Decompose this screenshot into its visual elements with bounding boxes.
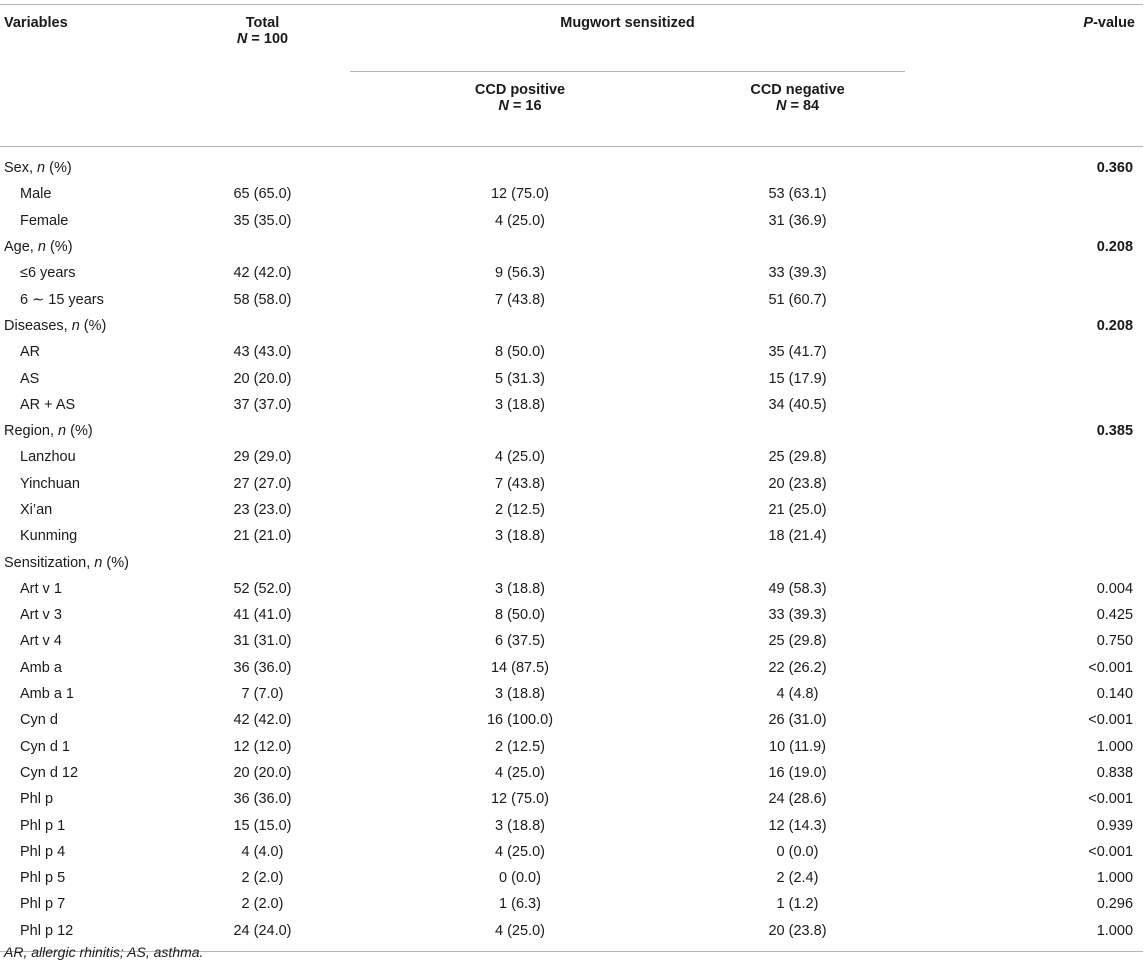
header-total xyxy=(175,5,350,147)
table-row xyxy=(0,365,1143,391)
table-row xyxy=(0,786,1143,812)
header-total-label: Total xyxy=(245,15,280,31)
ccd-positive-cell: 3 (18.8) xyxy=(495,396,545,413)
row-label: Male xyxy=(20,186,52,203)
ccd-positive-cell xyxy=(350,418,690,444)
category-label: Sex, n (%) xyxy=(4,160,72,177)
table-row xyxy=(0,181,1143,207)
ccd-positive-cell: 3 (18.8) xyxy=(495,817,545,834)
ccd-negative-cell xyxy=(690,147,905,182)
total-cell: 24 (24.0) xyxy=(233,922,292,939)
row-label: AR + AS xyxy=(20,396,76,413)
total-cell: 58 (58.0) xyxy=(233,291,292,308)
total-cell: 42 (42.0) xyxy=(233,265,292,282)
ccd-positive-cell xyxy=(350,234,690,260)
ccd-positive-cell: 6 (37.5) xyxy=(495,633,545,650)
pvalue-cell: <0.001 xyxy=(1088,659,1134,676)
pvalue-cell: 0.208 xyxy=(1096,239,1134,256)
ccd-positive-cell: 3 (18.8) xyxy=(495,528,545,545)
ccd-negative-cell: 25 (29.8) xyxy=(768,633,827,650)
total-cell: 15 (15.0) xyxy=(233,817,292,834)
row-label: Cyn d xyxy=(20,712,58,729)
header-ccd-positive xyxy=(350,72,690,147)
table-row xyxy=(0,681,1143,707)
row-label: AR xyxy=(20,344,41,361)
pvalue-cell: 0.939 xyxy=(1096,817,1134,834)
ccd-negative-cell: 53 (63.1) xyxy=(768,186,827,203)
ccd-positive-cell: 1 (6.3) xyxy=(499,896,541,913)
category-label: Age, n (%) xyxy=(4,239,73,256)
total-cell: 2 (2.0) xyxy=(241,870,284,887)
total-cell: 2 (2.0) xyxy=(241,896,284,913)
pvalue-cell xyxy=(905,208,1143,234)
total-cell: 4 (4.0) xyxy=(241,843,284,860)
ccd-positive-cell: 8 (50.0) xyxy=(495,607,545,624)
total-cell: 27 (27.0) xyxy=(233,475,292,492)
table-row xyxy=(0,523,1143,549)
ccd-positive-cell: 3 (18.8) xyxy=(495,686,545,703)
ccd-negative-cell: 18 (21.4) xyxy=(768,528,827,545)
table-row xyxy=(0,260,1143,286)
row-label: Kunming xyxy=(20,528,78,545)
total-cell: 31 (31.0) xyxy=(233,633,292,650)
total-cell xyxy=(175,147,350,182)
total-cell: 21 (21.0) xyxy=(233,528,292,545)
category-label: Region, n (%) xyxy=(4,423,93,440)
table-row xyxy=(0,839,1143,865)
ccd-positive-cell: 4 (25.0) xyxy=(495,212,545,229)
row-label: Amb a xyxy=(20,659,62,676)
table-footnote: AR, allergic rhinitis; AS, asthma. xyxy=(4,944,204,960)
pvalue-cell xyxy=(905,549,1143,575)
header-variables: Variables xyxy=(4,15,68,31)
ccd-positive-cell: 14 (87.5) xyxy=(490,659,550,676)
ccd-negative-cell xyxy=(690,418,905,444)
pvalue-cell xyxy=(905,286,1143,312)
ccd-negative-cell: 25 (29.8) xyxy=(768,449,827,466)
row-label: Art v 4 xyxy=(20,633,62,650)
table-row xyxy=(0,286,1143,312)
row-label: Cyn d 12 xyxy=(20,764,79,781)
category-row xyxy=(0,234,1143,260)
table-row xyxy=(0,208,1143,234)
table-header xyxy=(0,5,1143,147)
ccd-negative-cell: 2 (2.4) xyxy=(776,870,819,887)
ccd-positive-cell: 3 (18.8) xyxy=(495,580,545,597)
ccd-negative-cell: 35 (41.7) xyxy=(768,344,827,361)
pvalue-cell: 0.750 xyxy=(1096,633,1134,650)
category-label: Sensitization, n (%) xyxy=(4,554,129,571)
row-label: Cyn d 1 xyxy=(20,738,70,755)
ccd-positive-cell: 7 (43.8) xyxy=(495,291,545,308)
header-pos-label: CCD positive xyxy=(474,82,566,98)
total-cell: 29 (29.0) xyxy=(233,449,292,466)
table-row xyxy=(0,891,1143,917)
header-total-n: N = 100 xyxy=(236,31,289,47)
header-pos-n: N = 16 xyxy=(498,98,542,114)
table-row xyxy=(0,339,1143,365)
total-cell: 36 (36.0) xyxy=(233,659,292,676)
ccd-negative-cell: 24 (28.6) xyxy=(768,791,827,808)
ccd-positive-cell: 4 (25.0) xyxy=(495,764,545,781)
row-label: ≤6 years xyxy=(20,265,76,282)
row-label: Xi’an xyxy=(20,502,53,518)
total-cell: 7 (7.0) xyxy=(241,686,284,703)
ccd-negative-cell: 51 (60.7) xyxy=(768,291,827,308)
pvalue-cell xyxy=(905,260,1143,286)
total-cell: 43 (43.0) xyxy=(233,344,292,361)
pvalue-cell: 1.000 xyxy=(1096,738,1134,755)
total-cell: 65 (65.0) xyxy=(233,186,292,203)
pvalue-cell xyxy=(905,497,1143,523)
ccd-negative-cell: 20 (23.8) xyxy=(768,922,827,939)
ccd-positive-cell: 8 (50.0) xyxy=(495,344,545,361)
row-label: Phl p 4 xyxy=(20,843,66,860)
total-cell: 52 (52.0) xyxy=(233,580,292,597)
total-cell: 35 (35.0) xyxy=(233,212,292,229)
total-cell xyxy=(175,418,350,444)
total-cell: 36 (36.0) xyxy=(233,791,292,808)
row-label: Phl p xyxy=(20,791,54,808)
ccd-positive-cell: 9 (56.3) xyxy=(495,265,545,282)
table-row xyxy=(0,392,1143,418)
pvalue-cell: 1.000 xyxy=(1096,922,1134,939)
ccd-negative-cell: 10 (11.9) xyxy=(769,738,826,755)
category-row xyxy=(0,147,1143,182)
row-label: Yinchuan xyxy=(20,475,80,492)
table-row xyxy=(0,471,1143,497)
category-label: Diseases, n (%) xyxy=(4,317,107,334)
pvalue-cell: 0.838 xyxy=(1096,764,1134,781)
ccd-positive-cell: 0 (0.0) xyxy=(499,870,541,887)
row-label: 6 ∼ 15 years xyxy=(20,291,104,308)
header-neg-n: N = 84 xyxy=(775,98,820,114)
ccd-positive-cell: 12 (75.0) xyxy=(490,186,550,203)
ccd-negative-cell: 0 (0.0) xyxy=(776,843,819,860)
total-cell xyxy=(175,549,350,575)
pvalue-cell xyxy=(905,392,1143,418)
row-label: AS xyxy=(20,370,40,387)
pvalue-cell xyxy=(905,181,1143,207)
pvalue-cell: 0.425 xyxy=(1096,607,1134,624)
ccd-negative-cell: 22 (26.2) xyxy=(768,659,827,676)
ccd-positive-cell: 4 (25.0) xyxy=(495,449,545,466)
ccd-positive-cell: 16 (100.0) xyxy=(486,712,554,729)
ccd-negative-cell: 16 (19.0) xyxy=(768,764,827,781)
total-cell: 37 (37.0) xyxy=(233,396,292,413)
table-row xyxy=(0,655,1143,681)
header-mugwort: Mugwort sensitized xyxy=(350,5,905,72)
row-label: Female xyxy=(20,212,69,229)
row-label: Phl p 12 xyxy=(20,922,74,939)
ccd-negative-cell: 1 (1.2) xyxy=(776,896,819,913)
pvalue-cell: 0.208 xyxy=(1096,317,1134,334)
total-cell: 23 (23.0) xyxy=(233,502,292,518)
table-row xyxy=(0,707,1143,733)
total-cell xyxy=(175,313,350,339)
ccd-negative-cell: 4 (4.8) xyxy=(776,686,819,703)
total-cell: 20 (20.0) xyxy=(233,764,292,781)
ccd-negative-cell xyxy=(690,549,905,575)
row-label: Art v 1 xyxy=(20,580,62,597)
pvalue-cell: <0.001 xyxy=(1088,712,1134,729)
table-row xyxy=(0,812,1143,838)
pvalue-cell: 0.004 xyxy=(1096,580,1134,597)
table-row xyxy=(0,497,1143,523)
row-label: Phl p 1 xyxy=(20,817,66,834)
table-row xyxy=(0,865,1143,891)
ccd-negative-cell: 21 (25.0) xyxy=(768,502,827,518)
ccd-positive-cell: 12 (75.0) xyxy=(490,791,550,808)
table-row xyxy=(0,760,1143,786)
total-cell: 12 (12.0) xyxy=(233,738,292,755)
table-row xyxy=(0,628,1143,654)
header-neg-label: CCD negative xyxy=(750,82,845,98)
ccd-negative-cell: 12 (14.3) xyxy=(768,817,827,834)
category-row xyxy=(0,549,1143,575)
table-row xyxy=(0,602,1143,628)
pvalue-cell: 0.385 xyxy=(1096,423,1134,440)
table-row xyxy=(0,444,1143,470)
pvalue-cell: 0.140 xyxy=(1096,686,1134,703)
row-label: Amb a 1 xyxy=(20,686,74,703)
ccd-negative-cell: 20 (23.8) xyxy=(768,475,827,492)
total-cell: 20 (20.0) xyxy=(233,370,292,387)
row-label: Lanzhou xyxy=(20,449,76,466)
ccd-positive-cell: 5 (31.3) xyxy=(495,370,545,387)
ccd-negative-cell: 26 (31.0) xyxy=(768,712,827,729)
category-row xyxy=(0,313,1143,339)
ccd-positive-cell: 2 (12.5) xyxy=(495,502,545,518)
total-cell: 42 (42.0) xyxy=(233,712,292,729)
category-row xyxy=(0,418,1143,444)
ccd-negative-cell: 49 (58.3) xyxy=(768,580,827,597)
ccd-positive-cell: 7 (43.8) xyxy=(495,475,545,492)
pvalue-cell xyxy=(905,523,1143,549)
row-label: Phl p 7 xyxy=(20,896,66,913)
ccd-positive-cell: 2 (12.5) xyxy=(495,738,545,755)
ccd-negative-cell xyxy=(690,234,905,260)
table-row xyxy=(0,576,1143,602)
pvalue-cell: <0.001 xyxy=(1088,791,1134,808)
pvalue-cell xyxy=(905,471,1143,497)
ccd-negative-cell xyxy=(690,313,905,339)
pvalue-cell: <0.001 xyxy=(1088,843,1134,860)
row-label: Phl p 5 xyxy=(20,870,66,887)
data-table xyxy=(0,4,1143,952)
ccd-negative-cell: 15 (17.9) xyxy=(768,370,827,387)
ccd-negative-cell: 33 (39.3) xyxy=(768,265,827,282)
pvalue-cell: 1.000 xyxy=(1096,870,1134,887)
total-cell xyxy=(175,234,350,260)
ccd-negative-cell: 34 (40.5) xyxy=(768,396,827,413)
pvalue-cell: 0.360 xyxy=(1096,160,1134,177)
ccd-negative-cell: 33 (39.3) xyxy=(768,607,827,624)
ccd-positive-cell xyxy=(350,549,690,575)
ccd-positive-cell xyxy=(350,147,690,182)
table-row xyxy=(0,734,1143,760)
header-pvalue: P-value xyxy=(1083,15,1136,31)
ccd-positive-cell: 4 (25.0) xyxy=(495,922,545,939)
pvalue-cell xyxy=(905,365,1143,391)
row-label: Art v 3 xyxy=(20,607,62,624)
ccd-positive-cell: 4 (25.0) xyxy=(495,843,545,860)
table-body xyxy=(0,147,1143,952)
pvalue-cell xyxy=(905,339,1143,365)
header-ccd-negative xyxy=(690,72,905,147)
ccd-negative-cell: 31 (36.9) xyxy=(768,212,827,229)
pvalue-cell: 0.296 xyxy=(1096,896,1134,913)
total-cell: 41 (41.0) xyxy=(233,607,292,624)
pvalue-cell xyxy=(905,444,1143,470)
ccd-positive-cell xyxy=(350,313,690,339)
